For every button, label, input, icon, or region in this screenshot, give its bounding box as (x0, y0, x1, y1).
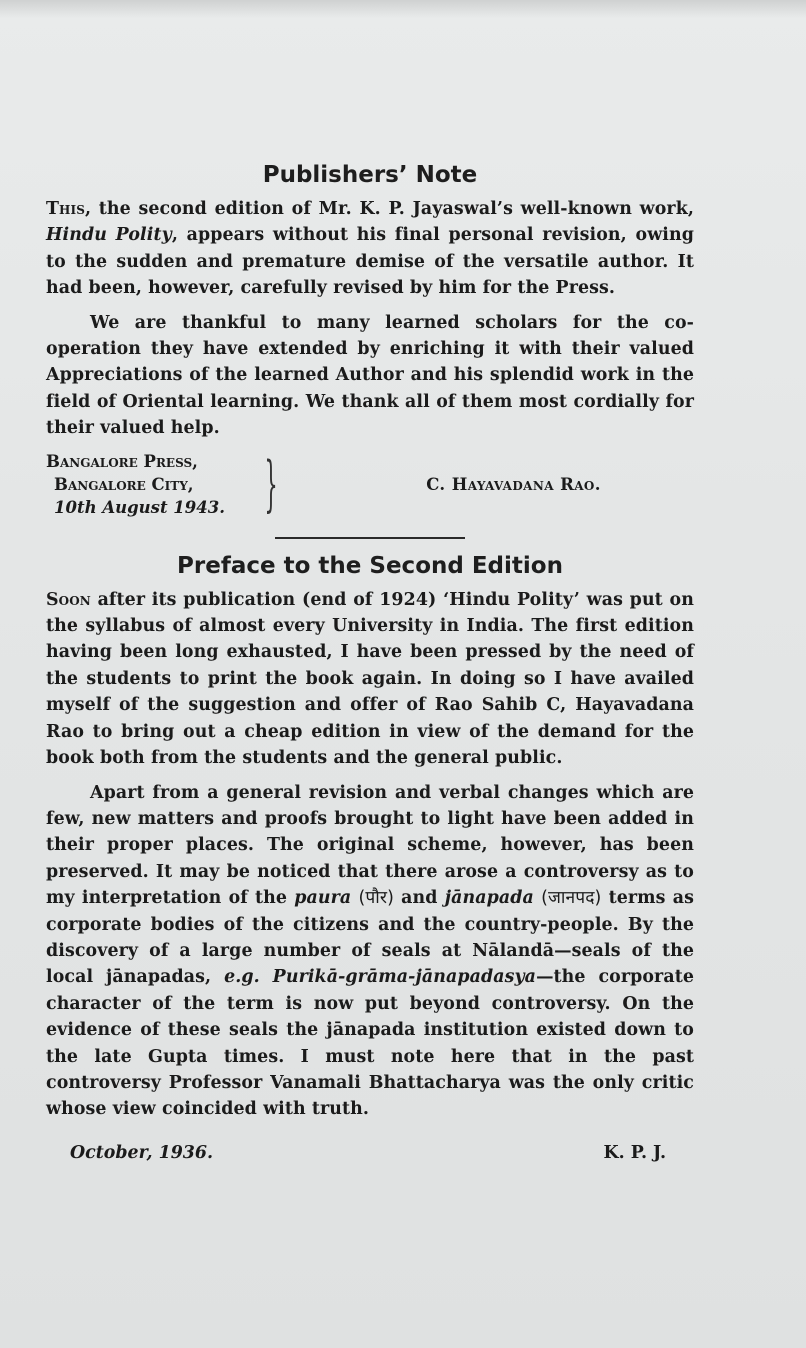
address-line-1: Bangalore Press, (46, 451, 198, 471)
brace-glyph: } (264, 449, 278, 520)
publisher-address (46, 450, 258, 519)
drop-lead-word: Soon (46, 589, 91, 610)
preface-paragraph-2: Apart from a general revision and verbal changes which are few, new matters and proofs brought to light have been added in their proper places. The original scheme, however, has been preserved. It may be noticed that there arose a controversy as to my interpretation of the paura (पौर) and jānapada (जानपद) terms as corporate bodies of the citizens and the country-people. By the discovery of a large number of seals at Nālandā—seals of the local jānapadas, e.g. Purikā-grāma-jānapadasya—the corporate character of the term is now put beyond controversy. On the evidence of these seals the jānapada institution existed down to the late Gupta times. I must note here that in the past controversy Professor Vanamali Bhattacharya was the only critic whose view coincided with truth. (46, 782, 695, 1120)
publishers-note-title: Publishers’ Note (262, 162, 478, 188)
author-initials: K. P. J. (603, 1142, 666, 1163)
book-title: Hindu Polity (46, 225, 172, 246)
preface-footer (46, 1143, 694, 1163)
page-content (46, 150, 694, 1163)
publisher-signature-block (46, 450, 694, 519)
section-divider (275, 537, 465, 539)
preface-title: Preface to the Second Edition (177, 552, 563, 579)
address-line-2: Bangalore City, (54, 474, 194, 494)
page-top-shadow (0, 0, 806, 18)
publishers-note-paragraph-2: We are thankful to many learned scholars for the co-operation they have extended by enriching it with their valued Appreciations of the learned Author and his splendid work in the field of Oriental learning. We thank all of them most cordially for their valued help. (46, 312, 694, 439)
preface-date: October, 1936. (70, 1142, 214, 1163)
publishers-note-paragraph-1: This, the second edition of Mr. K. P. Jayaswal’s well-known work, Hindu Polity, appears without his final personal revision, owing to the sudden and premature demise of the versatile author. It had been, however, carefully revised by him for the Press. (46, 199, 694, 299)
publisher-signatory: C. Hayavadana Rao. (426, 474, 601, 494)
preface-paragraph-1: Soon after its publication (end of 1924) ‘Hindu Polity’ was put on the syllabus of almost every University in India. The first edition having been long exhausted, I have been pressed by the need of the students to print the book again. In doing so I have availed myself of the suggestion and offer of Rao Sahib C, Hayavadana Rao to bring out a cheap edition in view of the demand for the book both from the students and the general public. (46, 589, 694, 769)
address-date: 10th August 1943. (54, 497, 225, 517)
drop-lead-word: This (46, 199, 85, 219)
